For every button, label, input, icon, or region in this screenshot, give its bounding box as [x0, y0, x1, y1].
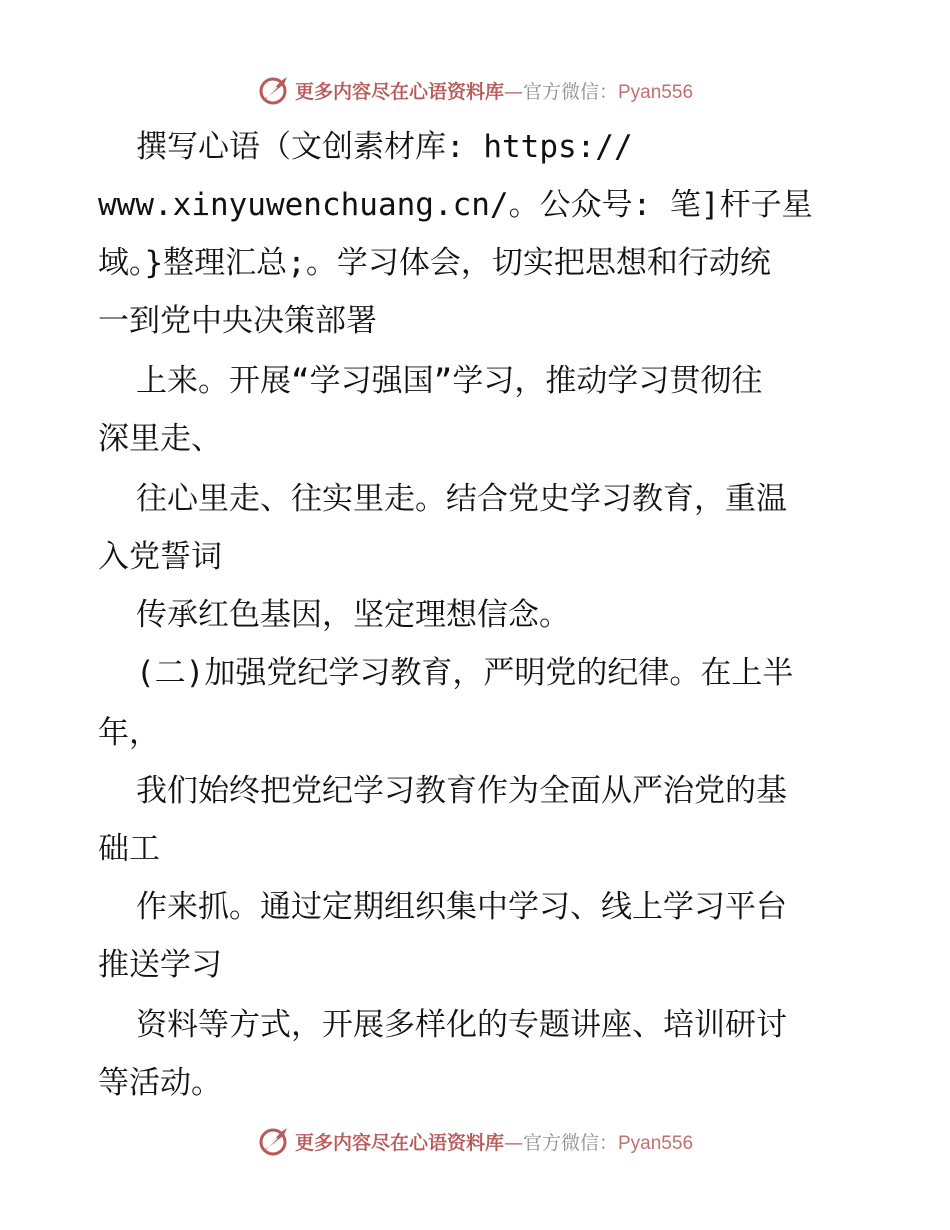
quill-pen-logo-icon: [257, 73, 291, 107]
text-line: 一到党中央决策部署: [98, 303, 377, 339]
text-line: 入党誓词: [98, 539, 222, 575]
banner-slogan: 更多内容尽在心语资料库: [294, 1131, 504, 1154]
text-line: 资料等方式，开展多样化的专题讲座、培训研讨: [136, 1007, 787, 1043]
banner-official-label: 官方微信：: [522, 1131, 618, 1154]
footer-banner: [0, 1121, 950, 1161]
text-line: 我们始终把党纪学习教育作为全面从严治党的基: [136, 773, 787, 809]
text-line: 作来抓。通过定期组织集中学习、线上学习平台: [136, 889, 787, 925]
header-banner-content: [257, 73, 693, 107]
banner-official-label: 官方微信：: [522, 80, 618, 103]
footer-banner-content: [257, 1124, 693, 1158]
text-line: 传承红色基因，坚定理想信念。: [136, 597, 570, 633]
text-line: 深里走、: [98, 421, 222, 457]
text-line: www.xinyuwenchuang.cn/。公众号: 笔]杆子星: [98, 187, 813, 223]
banner-wechat-id: Pyan556: [618, 1132, 694, 1154]
text-line: 础工: [98, 831, 160, 867]
text-line: 推送学习: [98, 947, 222, 983]
text-line: 撰写心语（文创素材库: https://: [136, 129, 633, 165]
banner-dash: —: [503, 80, 523, 103]
text-line: 年，: [98, 715, 160, 751]
banner-wechat-id: Pyan556: [618, 81, 694, 103]
banner-slogan: 更多内容尽在心语资料库: [294, 80, 504, 103]
header-banner-text: [295, 77, 693, 104]
header-banner: [0, 70, 950, 110]
footer-banner-text: [295, 1128, 693, 1155]
quill-pen-logo-icon: [257, 1124, 291, 1158]
text-line: 往心里走、往实里走。结合党史学习教育，重温: [136, 481, 787, 517]
text-line: (二)加强党纪学习教育，严明党的纪律。在上半: [136, 655, 794, 691]
text-line: 域。}整理汇总;。学习体会，切实把思想和行动统: [98, 245, 771, 281]
banner-dash: —: [503, 1131, 523, 1154]
text-line: 等活动。: [98, 1065, 222, 1101]
text-line: 上来。开展“学习强国”学习，推动学习贯彻往: [136, 363, 763, 399]
